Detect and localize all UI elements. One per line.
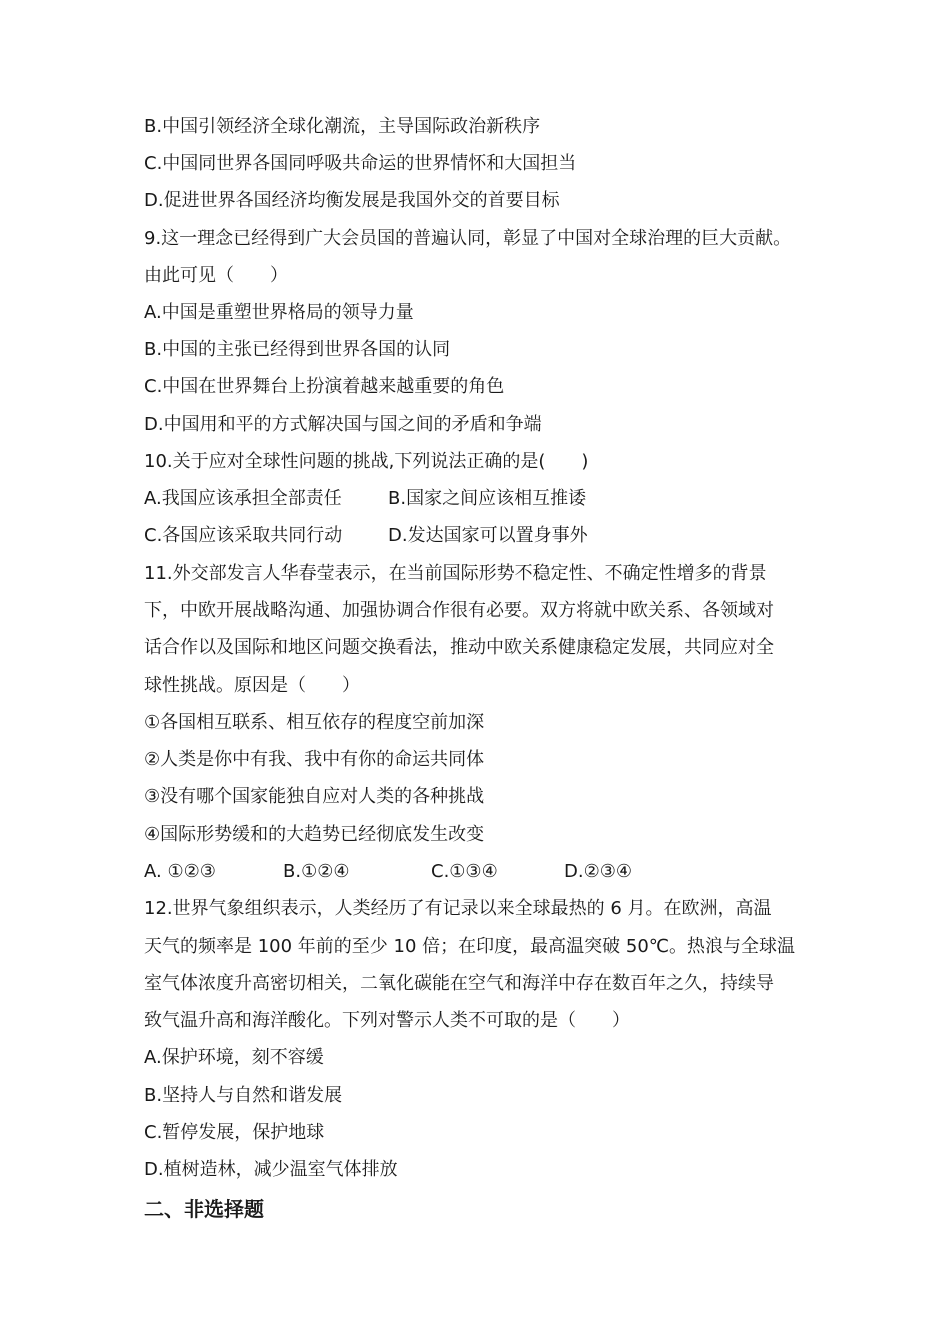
q11-option-a: A. ①②③	[144, 861, 216, 882]
q11-item-2: ②人类是你中有我、我中有你的命运共同体	[144, 749, 485, 770]
q12-option-d: D.植树造林，减少温室气体排放	[144, 1159, 398, 1180]
q11-stem-line2: 下，中欧开展战略沟通、加强协调合作很有必要。双方将就中欧关系、各领域对	[144, 600, 774, 621]
q12-stem-line2: 天气的频率是 100 年前的至少 10 倍；在印度，最高温突破 50℃。热浪与全球温	[144, 936, 795, 957]
q10-option-b: B.国家之间应该相互推诿	[388, 488, 587, 509]
q11-stem-line3: 话合作以及国际和地区问题交换看法，推动中欧关系健康稳定发展，共同应对全	[144, 637, 774, 658]
q12-option-b: B.坚持人与自然和谐发展	[144, 1085, 343, 1106]
q11-item-4: ④国际形势缓和的大趋势已经彻底发生改变	[144, 824, 485, 845]
q9-stem-line2: 由此可见（ ）	[144, 265, 288, 286]
q8-option-d: D.促进世界各国经济均衡发展是我国外交的首要目标	[144, 190, 560, 211]
q12-stem-line4: 致气温升高和海洋酸化。下列对警示人类不可取的是（ ）	[144, 1010, 630, 1031]
q9-option-c: C.中国在世界舞台上扮演着越来越重要的角色	[144, 376, 505, 397]
q11-item-1: ①各国相互联系、相互依存的程度空前加深	[144, 712, 485, 733]
section-heading-non-choice: 二、非选择题	[144, 1197, 264, 1221]
q8-option-b: B.中国引领经济全球化潮流，主导国际政治新秩序	[144, 116, 541, 137]
q10-stem: 10.关于应对全球性问题的挑战,下列说法正确的是( )	[144, 451, 589, 472]
q11-option-c: C.①③④	[431, 861, 498, 882]
q11-stem-line4: 球性挑战。原因是（ ）	[144, 675, 360, 696]
q12-option-a: A.保护环境，刻不容缓	[144, 1047, 324, 1068]
q10-option-d: D.发达国家可以置身事外	[388, 525, 588, 546]
q9-option-a: A.中国是重塑世界格局的领导力量	[144, 302, 414, 323]
q9-stem-line1: 9.这一理念已经得到广大会员国的普遍认同，彰显了中国对全球治理的巨大贡献。	[144, 228, 792, 249]
q11-option-d: D.②③④	[564, 861, 632, 882]
q9-option-b: B.中国的主张已经得到世界各国的认同	[144, 339, 451, 360]
q11-item-3: ③没有哪个国家能独自应对人类的各种挑战	[144, 786, 485, 807]
q11-stem-line1: 11.外交部发言人华春莹表示，在当前国际形势不稳定性、不确定性增多的背景	[144, 563, 767, 584]
q12-option-c: C.暂停发展，保护地球	[144, 1122, 325, 1143]
q12-stem-line1: 12.世界气象组织表示，人类经历了有记录以来全球最热的 6 月。在欧洲，高温	[144, 898, 772, 919]
q11-option-b: B.①②④	[283, 861, 350, 882]
q12-stem-line3: 室气体浓度升高密切相关，二氧化碳能在空气和海洋中存在数百年之久，持续导	[144, 973, 774, 994]
q10-option-c: C.各国应该采取共同行动	[144, 525, 343, 546]
q9-option-d: D.中国用和平的方式解决国与国之间的矛盾和争端	[144, 414, 542, 435]
q8-option-c: C.中国同世界各国同呼吸共命运的世界情怀和大国担当	[144, 153, 577, 174]
q10-option-a: A.我国应该承担全部责任	[144, 488, 342, 509]
